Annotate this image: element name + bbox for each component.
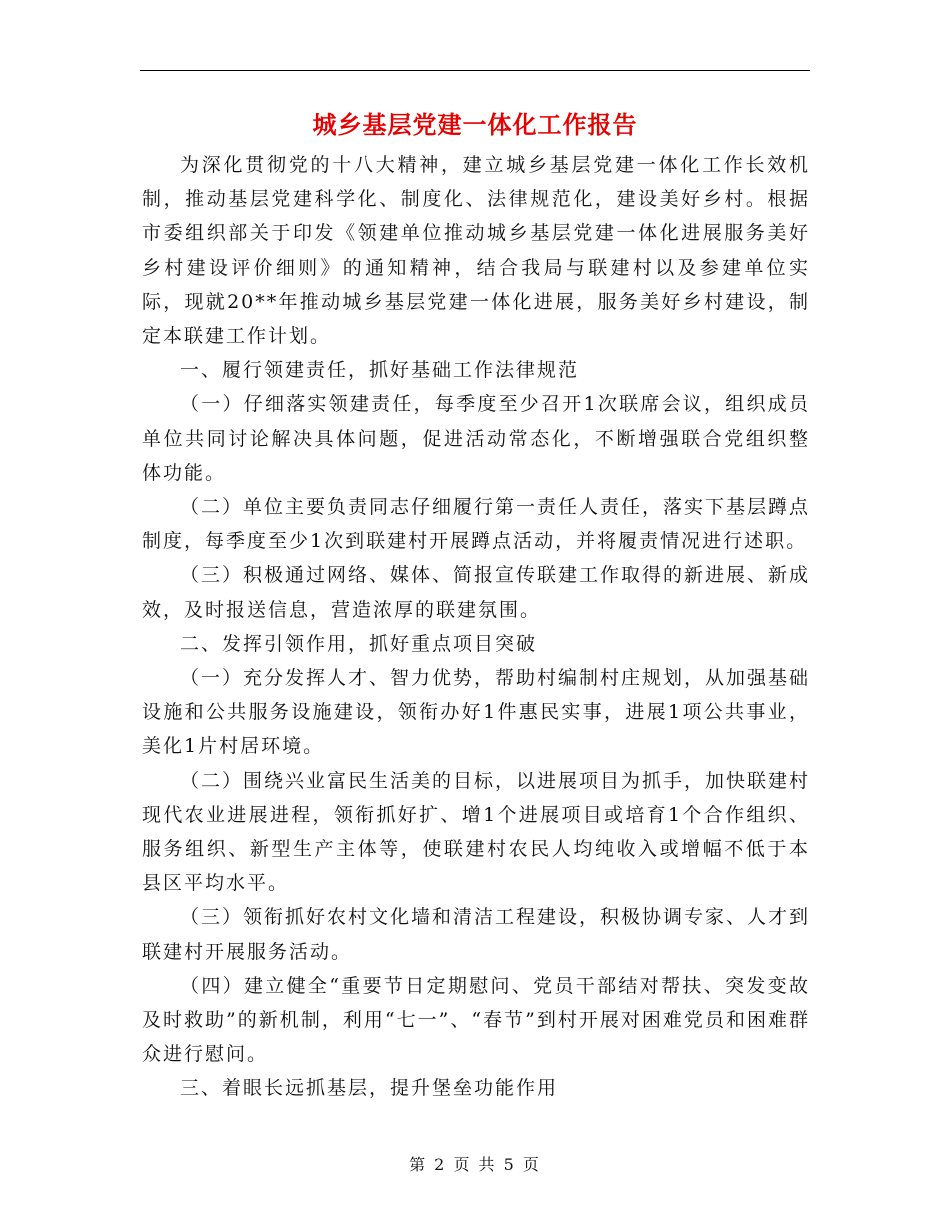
section-heading-1: 一、履行领建责任，抓好基础工作法律规范 xyxy=(180,359,580,382)
document-title: 城乡基层党建一体化工作报告 xyxy=(312,110,638,139)
document-body xyxy=(142,148,810,1106)
paragraph-intro: 为深化贯彻党的十八大精神，建立城乡基层党建一体化工作长效机制，推动基层党建科学化、制度化、法律规范化，建设美好乡村。根据市委组织部关于印发《领建单位推动城乡基层党建一体化进展服务美好乡村建设评价细则》的通知精神，结合我局与联建村以及参建单位实际，现就20**年推动城乡基层党建一体化进展，服务美好乡村建设，制定本联建工作计划。 xyxy=(142,154,810,348)
paragraph-1-1: （一）仔细落实领建责任，每季度至少召开1次联席会议，组织成员单位共同讨论解决具体问题，促进活动常态化，不断增强联合党组织整体功能。 xyxy=(142,393,810,484)
section-heading-3: 三、着眼长远抓基层，提升堡垒功能作用 xyxy=(180,1077,559,1100)
paragraph-2-3: （三）领衔抓好农村文化墙和清洁工程建设，积极协调专家、人才到联建村开展服务活动。 xyxy=(142,906,811,963)
section-heading-2: 二、发挥引领作用，抓好重点项目突破 xyxy=(180,632,538,655)
paragraph-1-2: （二）单位主要负责同志仔细履行第一责任人责任，落实下基层蹲点制度，每季度至少1次到联建村开展蹲点活动，并将履责情况进行述职。 xyxy=(142,496,811,553)
header-rule xyxy=(140,70,810,71)
page-footer: 第 2 页 共 5 页 xyxy=(409,1155,541,1174)
paragraph-2-1: （一）充分发挥人才、智力优势，帮助村编制村庄规划，从加强基础设施和公共服务设施建设，领衔办好1件惠民实事，进展1项公共事业，美化1片村居环境。 xyxy=(142,667,811,758)
paragraph-2-4: （四）建立健全“重要节日定期慰问、党员干部结对帮扶、突发变故及时救助”的新机制，利用“七一”、“春节”到村开展对困难党员和困难群众进行慰问。 xyxy=(142,974,810,1066)
paragraph-2-2: （二）围绕兴业富民生活美的目标，以进展项目为抓手，加快联建村现代农业进展进程，领衔抓好扩、增1个进展项目或培育1个合作组织、服务组织、新型生产主体等，使联建村农民人均纯收入或增幅不低于本县区平均水平。 xyxy=(142,769,811,895)
paragraph-1-3: （三）积极通过网络、媒体、简报宣传联建工作取得的新进展、新成效，及时报送信息，营造浓厚的联建氛围。 xyxy=(142,564,811,621)
